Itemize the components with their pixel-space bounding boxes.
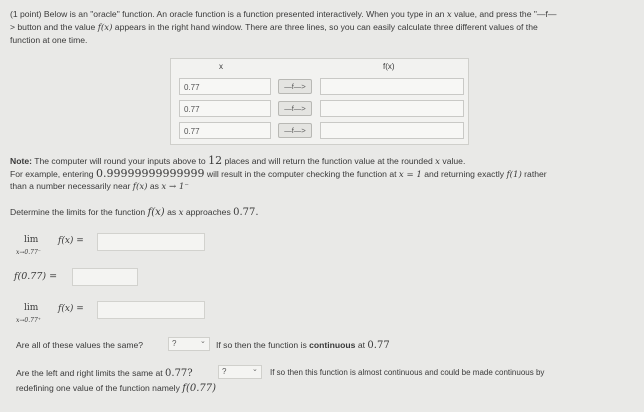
right-limit-answer-input[interactable]	[97, 301, 205, 319]
oracle-table	[170, 58, 469, 145]
oracle-fx-output-1	[320, 78, 464, 95]
oracle-header-fx: f(x)	[383, 62, 395, 71]
right-limit-subscript: x→0.77⁺	[16, 317, 41, 324]
function-value-label: f(0.77) =	[14, 271, 58, 282]
problem-intro: (1 point) Below is an "oracle" function. An oracle function is a function presented interactively. When you type in an x value, and press the "—f— > button and the value f(x) appears in the right hand window. There are three lines, so you can easily calculate three different values of the function at one time.	[10, 9, 557, 45]
limits-same-question: Are the left and right limits the same at 0.77?	[16, 368, 193, 379]
chevron-down-icon: ⌄	[200, 338, 206, 345]
left-limit-fx: f(x) =	[58, 236, 84, 246]
limits-same-select[interactable]: ?	[218, 365, 262, 379]
rounding-note: Note: The computer will round your inputs above to 12 places and will return the function value at the rounded x value. For example, entering 0.99999999999999 will result in the computer checking the function at x = 1 and returning exactly f(1) rather than a number necessarily near f(x) as x → 1⁻	[10, 154, 547, 192]
right-limit-fx: f(x) =	[58, 304, 84, 314]
oracle-x-input-1[interactable]: 0.77	[179, 78, 271, 95]
continuity-statement: If so then the function is continuous at 0.77	[216, 340, 390, 351]
chevron-down-icon: ⌄	[252, 366, 258, 373]
oracle-f-button-3[interactable]: —f—>	[278, 123, 312, 138]
redefine-statement: redefining one value of the function namely f(0.77)	[16, 383, 217, 394]
determine-prompt: Determine the limits for the function f(x) as x approaches 0.77.	[10, 207, 259, 218]
right-limit-label: lim	[24, 303, 39, 313]
left-limit-label: lim	[24, 235, 39, 245]
oracle-x-input-3[interactable]: 0.77	[179, 122, 271, 139]
left-limit-subscript: x→0.77⁻	[16, 249, 41, 256]
same-values-select[interactable]: ?	[168, 337, 210, 351]
oracle-x-input-2[interactable]: 0.77	[179, 100, 271, 117]
oracle-f-button-2[interactable]: —f—>	[278, 101, 312, 116]
same-values-question: Are all of these values the same?	[16, 340, 144, 350]
oracle-fx-output-3	[320, 122, 464, 139]
removable-discontinuity-statement: If so then this function is almost continuous and could be made continuous by	[270, 368, 545, 377]
oracle-f-button-1[interactable]: —f—>	[278, 79, 312, 94]
oracle-fx-output-2	[320, 100, 464, 117]
oracle-header-x: x	[219, 62, 223, 71]
function-value-answer-input[interactable]	[72, 268, 138, 286]
left-limit-answer-input[interactable]	[97, 233, 205, 251]
